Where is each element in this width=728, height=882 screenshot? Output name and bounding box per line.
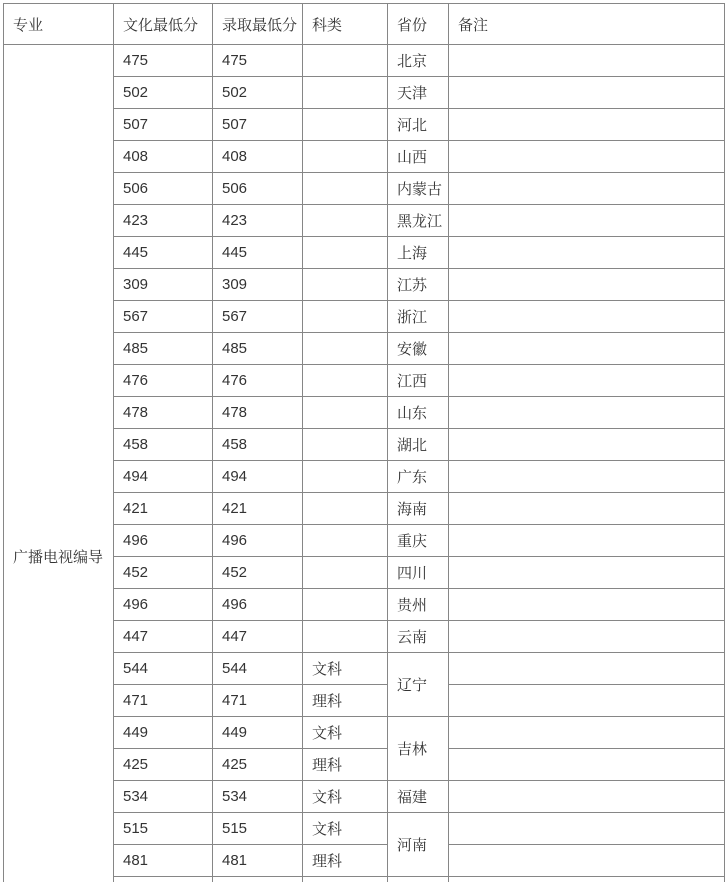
note-cell	[449, 397, 725, 429]
culture-min-cell: 421	[114, 493, 213, 525]
admission-min-cell: 481	[213, 845, 303, 877]
header-subject: 科类	[303, 4, 388, 45]
culture-min-cell: 452	[114, 557, 213, 589]
admission-min-cell: 447	[213, 621, 303, 653]
admission-min-cell: 502	[213, 77, 303, 109]
note-cell	[449, 717, 725, 749]
admission-min-cell: 423	[213, 205, 303, 237]
major-cell: 广播电视编导	[4, 45, 114, 882]
admission-min-cell: 449	[213, 717, 303, 749]
subject-cell: 理科	[303, 749, 388, 781]
culture-min-cell: 449	[114, 717, 213, 749]
province-cell: 重庆	[388, 525, 449, 557]
subject-cell	[303, 77, 388, 109]
admission-min-cell: 408	[213, 141, 303, 173]
admission-min-cell	[213, 877, 303, 882]
note-cell	[449, 781, 725, 813]
note-cell	[449, 461, 725, 493]
province-cell: 黑龙江	[388, 205, 449, 237]
note-cell	[449, 493, 725, 525]
culture-min-cell: 506	[114, 173, 213, 205]
province-cell: 福建	[388, 781, 449, 813]
admission-min-cell: 494	[213, 461, 303, 493]
subject-cell: 理科	[303, 685, 388, 717]
note-cell	[449, 77, 725, 109]
province-cell: 浙江	[388, 301, 449, 333]
admission-min-cell: 425	[213, 749, 303, 781]
subject-cell	[303, 237, 388, 269]
subject-cell: 文科	[303, 781, 388, 813]
subject-cell	[303, 877, 388, 882]
admission-min-cell: 476	[213, 365, 303, 397]
culture-min-cell: 515	[114, 813, 213, 845]
note-cell	[449, 269, 725, 301]
subject-cell: 文科	[303, 813, 388, 845]
culture-min-cell: 502	[114, 77, 213, 109]
culture-min-cell: 423	[114, 205, 213, 237]
province-cell: 天津	[388, 77, 449, 109]
admission-min-cell: 471	[213, 685, 303, 717]
province-cell: 内蒙古	[388, 173, 449, 205]
culture-min-cell: 447	[114, 621, 213, 653]
admission-min-cell: 458	[213, 429, 303, 461]
province-cell: 云南	[388, 621, 449, 653]
admission-min-cell: 309	[213, 269, 303, 301]
admission-min-cell: 452	[213, 557, 303, 589]
culture-min-cell: 496	[114, 525, 213, 557]
admission-min-cell: 544	[213, 653, 303, 685]
subject-cell	[303, 525, 388, 557]
subject-cell	[303, 461, 388, 493]
subject-cell	[303, 493, 388, 525]
header-admission-min: 录取最低分	[213, 4, 303, 45]
admission-score-table	[3, 3, 725, 882]
admission-min-cell: 478	[213, 397, 303, 429]
note-cell	[449, 557, 725, 589]
province-cell: 湖北	[388, 429, 449, 461]
header-note: 备注	[449, 4, 725, 45]
note-cell	[449, 429, 725, 461]
note-cell	[449, 813, 725, 845]
subject-cell	[303, 397, 388, 429]
culture-min-cell: 476	[114, 365, 213, 397]
culture-min-cell: 425	[114, 749, 213, 781]
header-culture-min: 文化最低分	[114, 4, 213, 45]
culture-min-cell: 445	[114, 237, 213, 269]
admission-min-cell: 506	[213, 173, 303, 205]
culture-min-cell: 496	[114, 589, 213, 621]
note-cell	[449, 845, 725, 877]
note-cell	[449, 45, 725, 77]
subject-cell	[303, 141, 388, 173]
header-province: 省份	[388, 4, 449, 45]
culture-min-cell: 475	[114, 45, 213, 77]
subject-cell	[303, 589, 388, 621]
subject-cell	[303, 301, 388, 333]
province-cell: 海南	[388, 493, 449, 525]
subject-cell	[303, 621, 388, 653]
table-header-row	[4, 4, 725, 45]
province-cell: 贵州	[388, 589, 449, 621]
culture-min-cell: 544	[114, 653, 213, 685]
province-cell: 北京	[388, 45, 449, 77]
admission-min-cell: 475	[213, 45, 303, 77]
subject-cell	[303, 557, 388, 589]
admission-min-cell: 507	[213, 109, 303, 141]
note-cell	[449, 301, 725, 333]
culture-min-cell: 494	[114, 461, 213, 493]
province-cell: 山东	[388, 397, 449, 429]
province-cell: 四川	[388, 557, 449, 589]
admission-min-cell: 445	[213, 237, 303, 269]
province-cell	[388, 877, 449, 882]
subject-cell	[303, 45, 388, 77]
province-cell: 安徽	[388, 333, 449, 365]
admission-min-cell: 421	[213, 493, 303, 525]
subject-cell	[303, 333, 388, 365]
score-table-body	[4, 45, 725, 882]
admission-min-cell: 496	[213, 589, 303, 621]
subject-cell: 文科	[303, 717, 388, 749]
note-cell	[449, 589, 725, 621]
subject-cell	[303, 365, 388, 397]
culture-min-cell: 507	[114, 109, 213, 141]
admission-min-cell: 567	[213, 301, 303, 333]
subject-cell: 理科	[303, 845, 388, 877]
note-cell	[449, 173, 725, 205]
culture-min-cell: 481	[114, 845, 213, 877]
admission-min-cell: 496	[213, 525, 303, 557]
note-cell	[449, 205, 725, 237]
province-cell: 山西	[388, 141, 449, 173]
header-major: 专业	[4, 4, 114, 45]
province-cell: 江西	[388, 365, 449, 397]
note-cell	[449, 333, 725, 365]
subject-cell	[303, 205, 388, 237]
culture-min-cell: 408	[114, 141, 213, 173]
subject-cell	[303, 269, 388, 301]
note-cell	[449, 685, 725, 717]
note-cell	[449, 237, 725, 269]
subject-cell	[303, 173, 388, 205]
province-cell: 河南	[388, 813, 449, 877]
culture-min-cell: 478	[114, 397, 213, 429]
province-cell: 江苏	[388, 269, 449, 301]
note-cell	[449, 365, 725, 397]
note-cell	[449, 621, 725, 653]
note-cell	[449, 141, 725, 173]
culture-min-cell: 485	[114, 333, 213, 365]
note-cell	[449, 749, 725, 781]
culture-min-cell: 567	[114, 301, 213, 333]
subject-cell	[303, 429, 388, 461]
culture-min-cell: 471	[114, 685, 213, 717]
subject-cell	[303, 109, 388, 141]
subject-cell: 文科	[303, 653, 388, 685]
culture-min-cell: 309	[114, 269, 213, 301]
province-cell: 河北	[388, 109, 449, 141]
culture-min-cell	[114, 877, 213, 882]
culture-min-cell: 534	[114, 781, 213, 813]
admission-min-cell: 534	[213, 781, 303, 813]
culture-min-cell: 458	[114, 429, 213, 461]
admission-min-cell: 485	[213, 333, 303, 365]
note-cell	[449, 653, 725, 685]
note-cell	[449, 109, 725, 141]
admission-min-cell: 515	[213, 813, 303, 845]
province-cell: 吉林	[388, 717, 449, 781]
province-cell: 上海	[388, 237, 449, 269]
province-cell: 辽宁	[388, 653, 449, 717]
note-cell	[449, 877, 725, 882]
table-row	[4, 45, 725, 77]
province-cell: 广东	[388, 461, 449, 493]
note-cell	[449, 525, 725, 557]
